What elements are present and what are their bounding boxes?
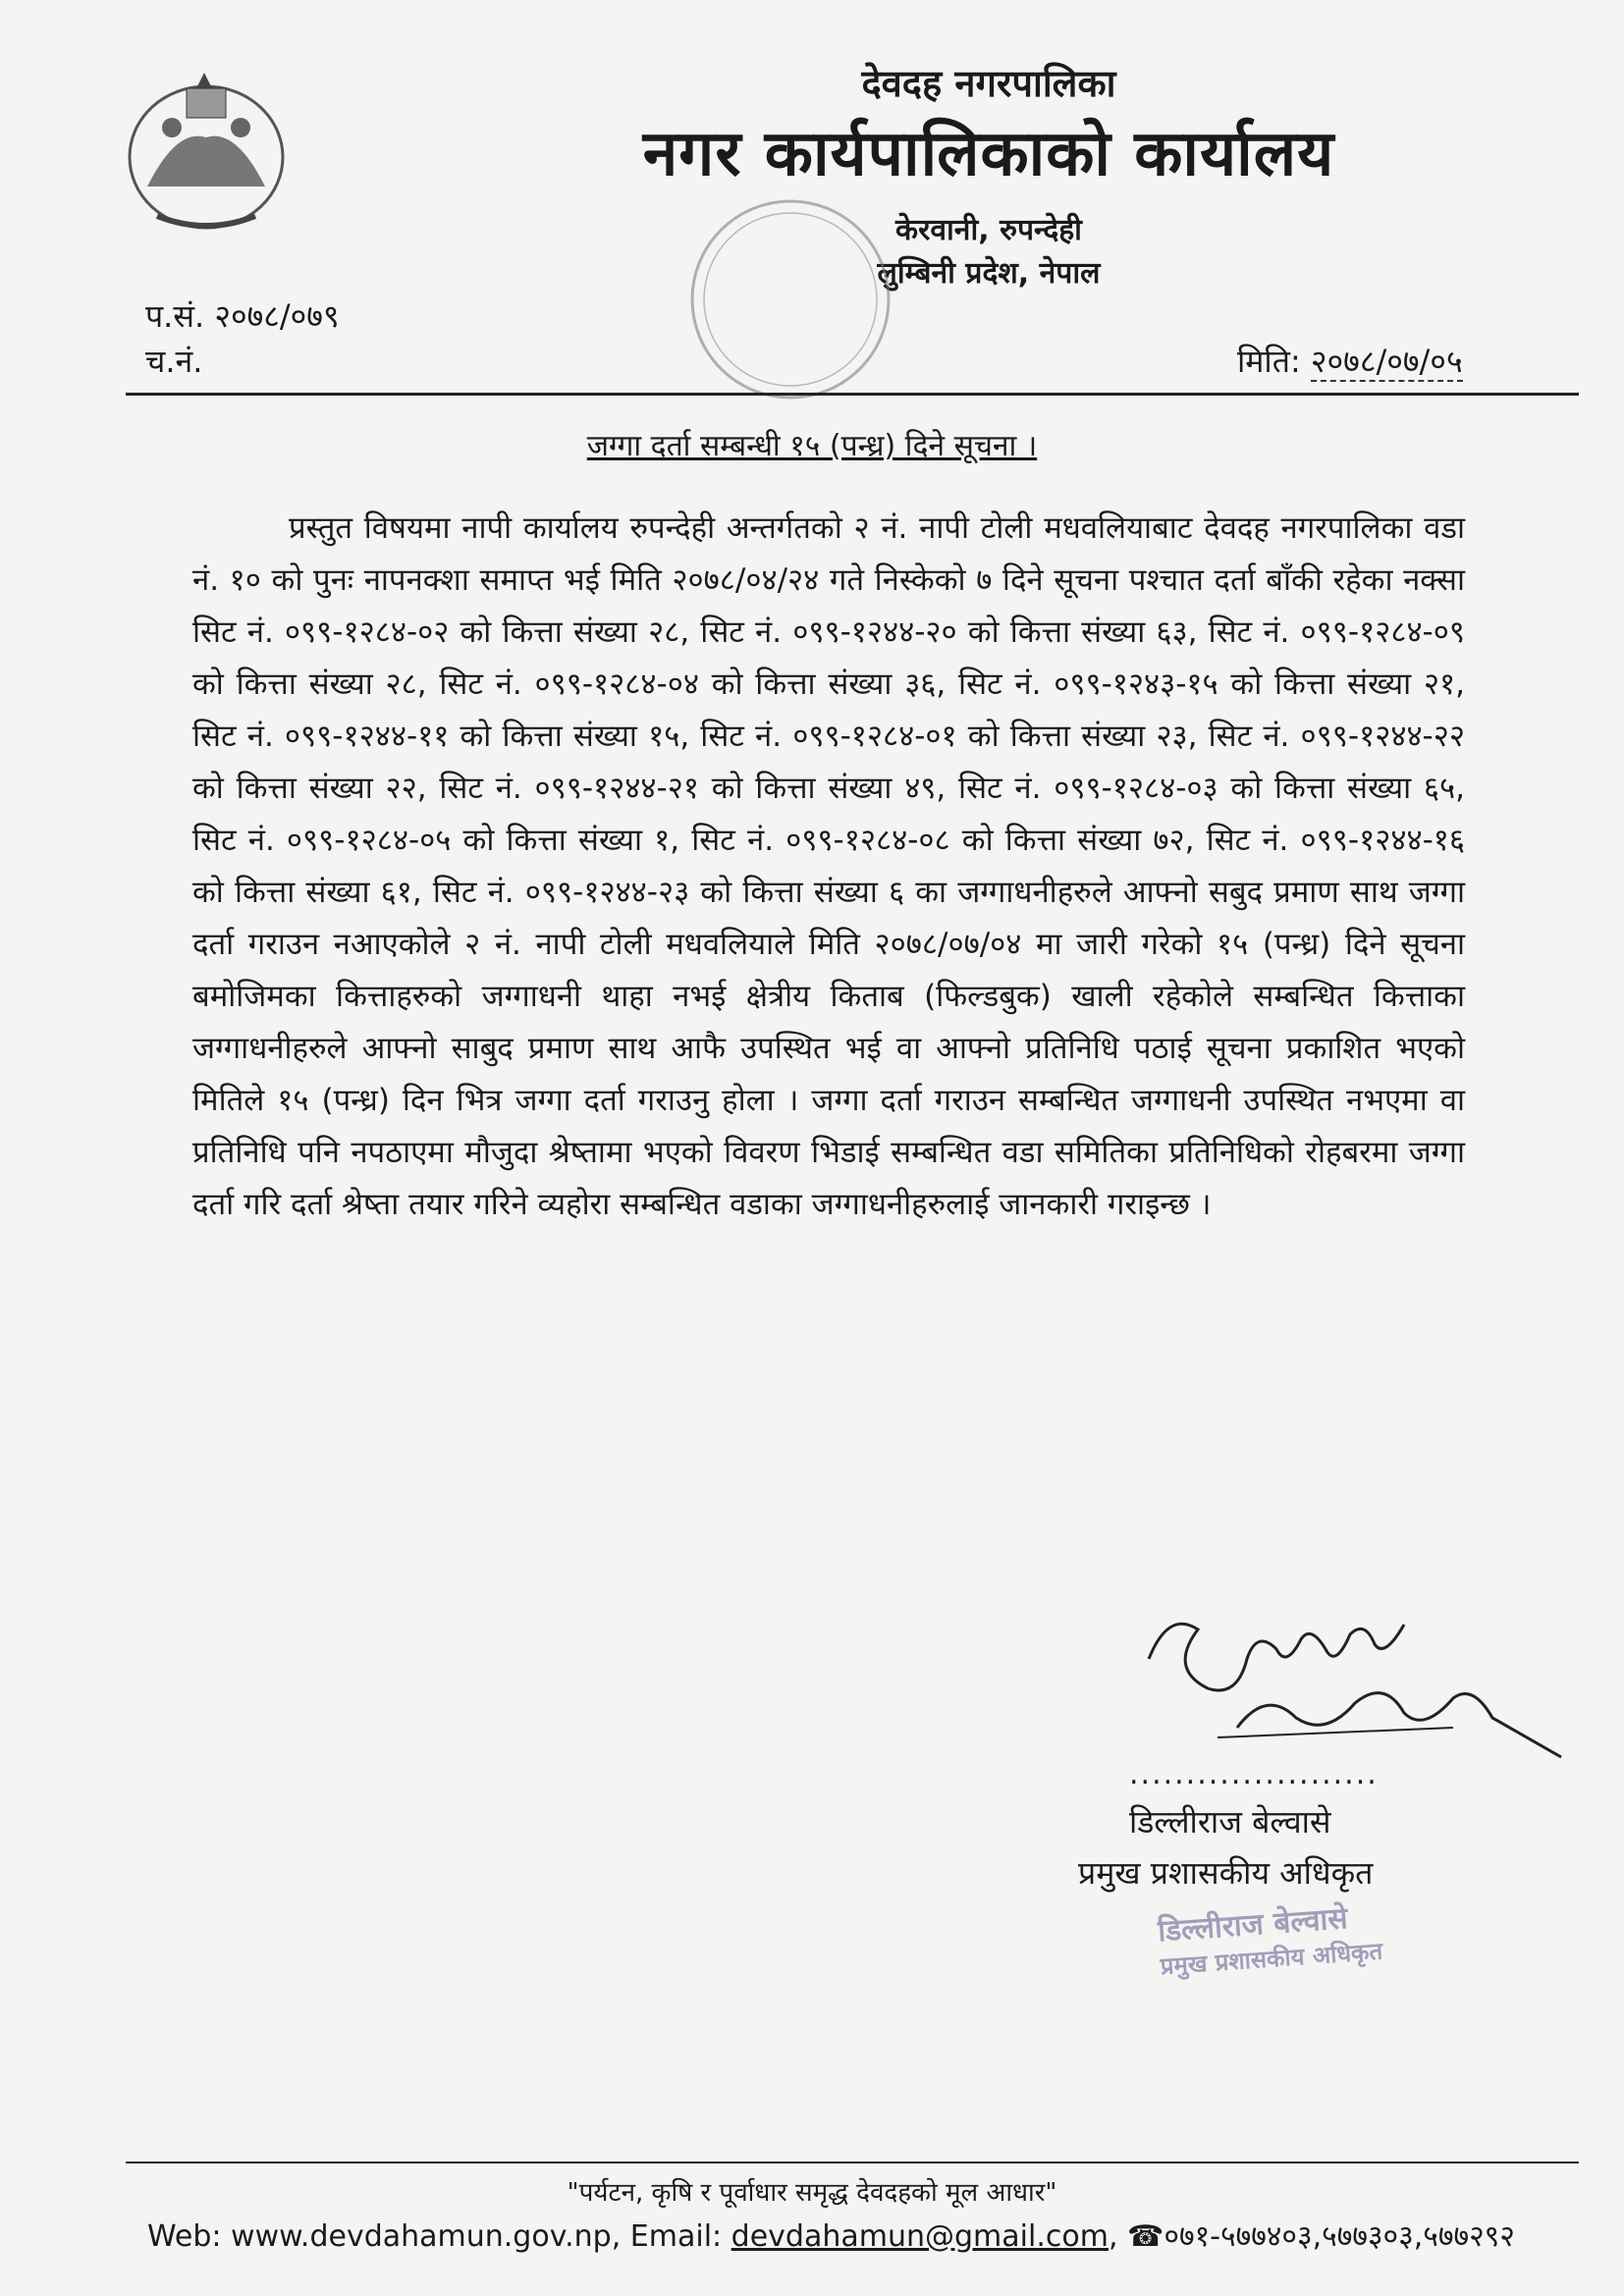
chalani-number: च.नं. [145,343,203,380]
footer-divider [126,2162,1579,2163]
email-link[interactable]: devdahamun@gmail.com [731,2219,1109,2254]
stamp-title: प्रमुख प्रशासकीय अधिकृत [1159,1937,1384,1981]
address-line2: लुम्बिनी प्रदेश, नेपाल [877,256,1101,291]
signer-title: प्रमुख प्रशासकीय अधिकृत [1078,1854,1374,1892]
footer-contact [147,2215,1515,2255]
signer-stamp [1157,1890,1455,1983]
office-title: नगर कार्यपालिकाको कार्यालय [642,118,1335,190]
date-value: २०७८/०७/०५ [1310,343,1463,380]
web-label: Web: www.devdahamun.gov.np, Email: [147,2219,731,2254]
header-divider [126,393,1579,396]
patra-sankhya: प.सं. २०७८/०७९ [145,297,340,335]
org-name: देवदह नगरपालिका [861,62,1116,105]
address-line1: केरवानी, रुपन्देही [895,213,1082,247]
notice-subject: जग्गा दर्ता सम्बन्धी १५ (पन्ध्र) दिने सूचना । [586,429,1038,463]
signer-name: डिल्लीराज बेल्वासे [1129,1803,1331,1841]
signature-dots: ...................... [1129,1757,1379,1791]
notice-body: प्रस्तुत विषयमा नापी कार्यालय रुपन्देही अन्तर्गतको २ नं. नापी टोली मधवलियाबाट देवदह नगरपालिका वडा नं. १० को पुनः नापनक्शा समाप्त भई मिति २०७८/०४/२४ गते निस्केको ७ दिने सूचना पश्चात दर्ता बाँकी रहेका नक्सा सिट नं. ०९९-१२८४-०२ को कित्ता संख्या २८, सिट नं. ०९९-१२४४-२० को कित्ता संख्या ६३, सिट नं. ०९९-१२८४-०९ को कित्ता संख्या २८, सिट नं. ०९९-१२८४-०४ को कित्ता संख्या ३६, सिट नं. ०९९-१२४३-१५ को कित्ता संख्या २१, सिट नं. ०९९-१२४४-११ को कित्ता संख्या १५, सिट नं. ०९९-१२८४-०१ को कित्ता संख्या २३, सिट नं. ०९९-१२४४-२२ को कित्ता संख्या २२, सिट नं. ०९९-१२४४-२१ को कित्ता संख्या ४९, सिट नं. ०९९-१२८४-०३ को कित्ता संख्या ६५, सिट नं. ०९९-१२८४-०५ को कित्ता संख्या १, सिट नं. ०९९-१२८४-०८ को कित्ता संख्या ७२, सिट नं. ०९९-१२४४-१६ को कित्ता संख्या ६१, सिट नं. ०९९-१२४४-२३ को कित्ता संख्या ६ का जग्गाधनीहरुले आफ्नो सबुद प्रमाण साथ जग्गा दर्ता गराउन नआएकोले २ नं. नापी टोली मधवलियाले मिति २०७८/०७/०४ मा जारी गरेको १५ (पन्ध्र) दिने सूचना बमोजिमका कित्ताहरुको जग्गाधनी थाहा नभई क्षेत्रीय किताब (फिल्डबुक) खाली रहेकोले सम्बन्धित कित्ताका जग्गाधनीहरुले आफ्नो साबुद प्रमाण साथ आफै उपस्थित भई वा आफ्नो प्रतिनिधि पठाई सूचना प्रकाशित भएको मितिले १५ (पन्ध्र) दिन भित्र जग्गा दर्ता गराउनु होला । जग्गा दर्ता गराउन सम्बन्धित जग्गाधनी उपस्थित नभएमा वा प्रतिनिधि पनि नपठाएमा मौजुदा श्रेष्तामा भएको विवरण भिडाई सम्बन्धित वडा समितिका प्रतिनिधिको रोहबरमा जग्गा दर्ता गरि दर्ता श्रेष्ता तयार गरिने व्यहोरा सम्बन्धित वडाका जग्गाधनीहरुलाई जानकारी गराइन्छ । [192,510,1465,1222]
stamp-name: डिल्लीराज बेल्वासे [1157,1901,1349,1949]
date-label: मिति: [1237,343,1301,380]
phone-numbers: , ☎०७१-५७७४०३,५७७३०३,५७७२९२ [1108,2219,1515,2254]
footer-motto: "पर्यटन, कृषि र पूर्वाधार समृद्ध देवदहको मूल आधार" [567,2178,1057,2208]
office-stamp-icon [677,187,903,412]
letter-date [1237,340,1463,382]
